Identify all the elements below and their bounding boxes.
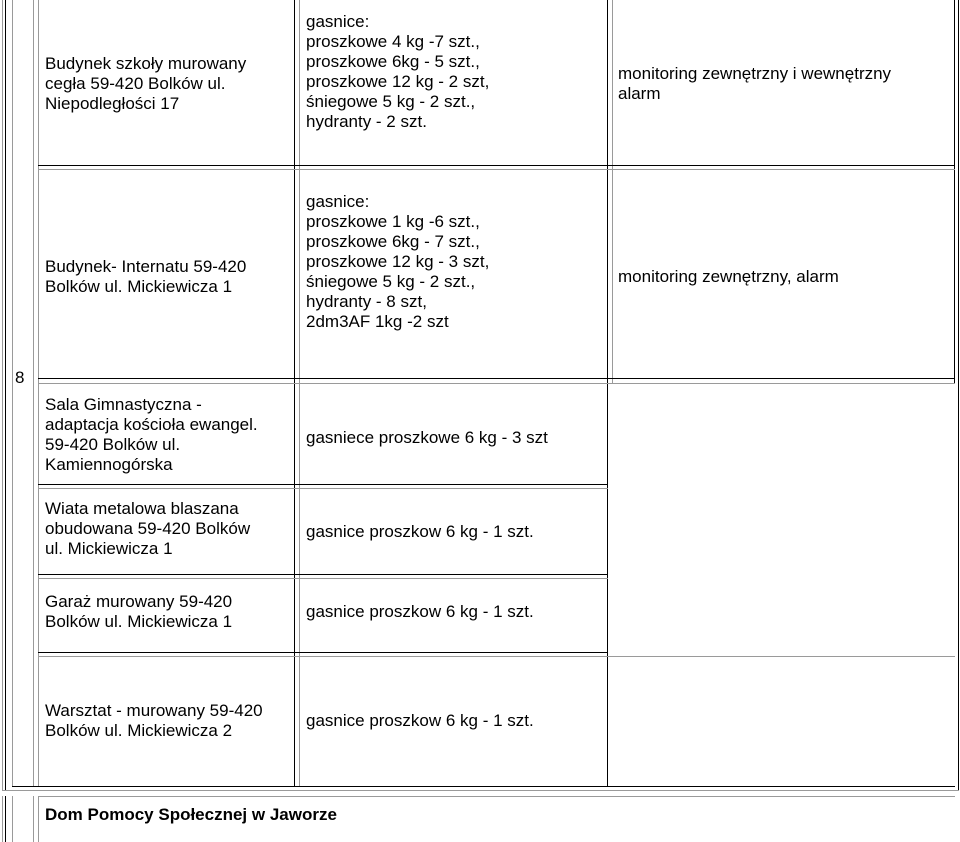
row-separator-2 [38,378,955,379]
row-separator-4 [38,574,608,575]
table-bottom-border-outer [2,790,959,791]
extinguishers-cell-border-right [607,0,608,786]
table-border-left-outer [2,0,3,790]
building-cell: Warsztat - murowany 59-420 Bolków ul. Mickiewicza 2 [45,701,263,740]
security-cell-border-right [954,0,955,383]
building-cell-border-left [38,0,39,786]
section-title: Dom Pomocy Społecznej w Jaworze [45,805,337,824]
building-cell: Budynek szkoły murowany cegła 59-420 Bolków ul. Niepodległości 17 [45,54,247,113]
row-separator-1 [38,165,955,166]
building-cell: Garaż murowany 59-420 Bolków ul. Mickiewicza 1 [45,592,233,631]
next-section-number-border-left [12,796,13,842]
table-border-left-inner [5,0,6,790]
next-section-border-left-inner [5,796,6,842]
extinguishers-cell: gasnice: proszkowe 1 kg -6 szt., proszkowe 6kg - 7 szt., proszkowe 12 kg - 3 szt, śniegowe 5 kg - 2 szt., hydranty - 8 szt, 2dm3AF 1kg -2 szt [306,192,490,331]
extinguishers-cell: gasnice: proszkowe 4 kg -7 szt., proszkowe 6kg - 5 szt., proszkowe 12 kg - 2 szt, śniegowe 5 kg - 2 szt., hydranty - 2 szt. [306,12,490,131]
extinguishers-cell: gasnice proszkow 6 kg - 1 szt. [306,711,534,730]
security-cell: monitoring zewnętrzny, alarm [618,267,839,286]
number-cell-border-right [33,0,34,786]
extinguishers-cell: gasnice proszkow 6 kg - 1 szt. [306,522,534,541]
building-cell: Sala Gimnastyczna - adaptacja kościoła ewangel. 59-420 Bolków ul. Kamiennogórska [45,395,258,474]
row-separator-1b [38,169,955,170]
row-separator-5b [38,656,955,657]
row-separator-4b [38,578,608,579]
table-border-right [958,0,959,790]
extinguishers-cell: gasniece proszkowe 6 kg - 3 szt [306,428,548,447]
row-separator-3b [38,488,608,489]
building-cell: Budynek- Internatu 59-420 Bolków ul. Mickiewicza 1 [45,257,247,296]
next-section-number-border-right [33,796,34,842]
security-cell-border-left [612,0,613,383]
building-cell: Wiata metalowa blaszana obudowana 59-420 Bolków ul. Mickiewicza 1 [45,499,251,558]
number-cell-border-left [12,0,13,786]
table-bottom-border [12,786,955,787]
row-separator-5 [38,652,608,653]
row-separator-3 [38,484,608,485]
row-number: 8 [15,368,25,387]
extinguishers-cell: gasnice proszkow 6 kg - 1 szt. [306,602,534,621]
building-cell-border-right [294,0,295,786]
next-section-title-border-left [38,796,39,842]
extinguishers-cell-border-left [299,0,300,786]
row-separator-2b [38,383,955,384]
next-section-border-top [38,796,955,797]
security-cell: monitoring zewnętrzny i wewnętrzny alarm [618,64,892,103]
next-section-border-left-outer [2,796,3,842]
